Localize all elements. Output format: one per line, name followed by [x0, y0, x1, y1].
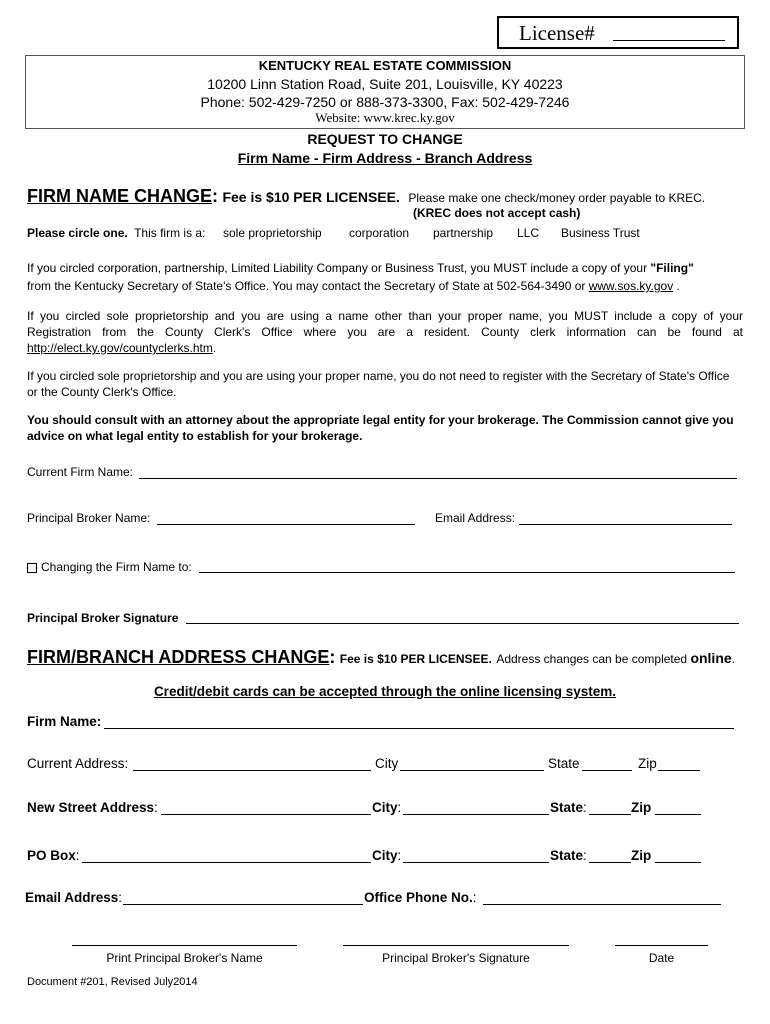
current-address-label: Current Address: [27, 756, 129, 771]
address-change-header: FIRM/BRANCH ADDRESS CHANGE: Fee is $10 PER LICENSEE. Address changes can be completed online. [27, 647, 736, 667]
form-title: REQUEST TO CHANGE [307, 131, 463, 147]
paragraph-registration: If you circled sole proprietorship and you are using a name other than your proper name, you MUST include a copy of your Registration from the County Clerk's Office where you are a resident. County clerk information can be found at http://elect.ky.gov/countyclerks.htm. [27, 309, 743, 355]
current-zip-label: Zip [638, 756, 657, 771]
po-city-label: City [372, 848, 398, 863]
date-line[interactable] [615, 945, 708, 946]
po-state-field[interactable] [589, 862, 631, 863]
po-zip-field[interactable] [655, 862, 701, 863]
county-clerks-link[interactable]: http://elect.ky.gov/countyclerks.htm [27, 341, 213, 355]
print-name-line[interactable] [72, 945, 297, 946]
po-box-label: PO Box [27, 848, 76, 863]
para1-text-b: from the Kentucky Secretary of State's Office. You may contact the Secretary of State at 502-564-3490 or [27, 279, 589, 293]
para1-text-a: If you circled corporation, partnership, Limited Liability Company or Business Trust, you MUST include a copy of your [27, 261, 651, 275]
document-footer: Document #201, Revised July2014 [27, 976, 198, 988]
firm-name-change-header: FIRM NAME CHANGE: Fee is $10 PER LICENSEE. Please make one check/money order payable to KREC. [27, 186, 706, 206]
firm-name-change-heading: FIRM NAME CHANGE [27, 186, 212, 206]
po-box-label-row: PO Box: [27, 848, 80, 863]
current-state-label: State [548, 756, 580, 771]
office-phone-label-row: Office Phone No.: [364, 890, 477, 905]
current-city-field[interactable] [400, 770, 544, 771]
paragraph-attorney: You should consult with an attorney about the appropriate legal entity for your brokerage. The Commission cannot give you advice on what legal entity to establish for your brokerage. [27, 413, 734, 443]
signature-line[interactable] [343, 945, 569, 946]
current-city-label: City [375, 756, 399, 771]
new-state-field[interactable] [589, 814, 631, 815]
filing-word: "Filing" [650, 261, 694, 275]
current-state-field[interactable] [582, 770, 632, 771]
new-state-label: State [550, 800, 584, 815]
email-label: Email Address [25, 890, 119, 905]
license-number-box [497, 16, 739, 49]
option-corporation[interactable]: corporation [349, 226, 410, 240]
circle-intro: This firm is a: [134, 226, 206, 240]
email-address-label: Email Address: [435, 511, 516, 525]
print-name-label: Print Principal Broker's Name [106, 951, 263, 965]
po-state-label: State [550, 848, 584, 863]
para2-text: If you circled sole proprietorship and you are using a name other than your proper name, you MUST include a copy of your Registration from the County Clerk's Office where you are a resident. County clerk information can be found at [27, 309, 743, 339]
firm-name-field[interactable] [104, 728, 734, 729]
email-label-row: Email Address: [25, 890, 123, 905]
date-label: Date [648, 951, 675, 965]
option-business-trust[interactable]: Business Trust [561, 226, 640, 240]
new-street-field[interactable] [161, 814, 371, 815]
firm-name-fee: Fee is $10 PER LICENSEE. [222, 189, 400, 205]
current-firm-name-field[interactable] [139, 478, 737, 479]
current-firm-name-label: Current Firm Name: [27, 465, 134, 479]
new-zip-label: Zip [631, 800, 652, 815]
license-label: License# [519, 21, 595, 45]
new-state-label-row: State: [550, 800, 587, 815]
principal-broker-signature-label: Principal Broker Signature [27, 611, 179, 625]
option-sole-proprietorship[interactable]: sole proprietorship [223, 226, 322, 240]
license-number-line[interactable] [613, 40, 725, 41]
po-zip-label: Zip [631, 848, 652, 863]
entity-type-row [27, 226, 205, 240]
circle-label: Please circle one. [27, 226, 128, 240]
firm-name-label: Firm Name: [27, 714, 102, 729]
principal-broker-signature-field[interactable] [186, 623, 739, 624]
principal-broker-name-field[interactable] [157, 524, 415, 525]
option-partnership[interactable]: partnership [433, 226, 494, 240]
po-state-label-row: State: [550, 848, 587, 863]
email-field[interactable] [123, 904, 363, 905]
po-city-label-row: City: [372, 848, 402, 863]
email-address-field[interactable] [519, 524, 732, 525]
new-zip-field[interactable] [655, 814, 701, 815]
new-city-label-row: City: [372, 800, 402, 815]
credit-card-note: Credit/debit cards can be accepted through the online licensing system. [153, 684, 617, 699]
payable-note: Please make one check/money order payable to KREC. [408, 191, 706, 205]
changing-firm-name-checkbox[interactable] [27, 563, 37, 573]
changing-firm-name-row [27, 560, 192, 574]
principal-broker-name-label: Principal Broker Name: [27, 511, 151, 525]
org-phone: Phone: 502-429-7250 or 888-373-3300, Fax: 502-429-7246 [200, 94, 570, 110]
sos-link[interactable]: www.sos.ky.gov [588, 279, 674, 293]
address-change-heading: FIRM/BRANCH ADDRESS CHANGE [27, 647, 330, 667]
org-website: Website: www.krec.ky.gov [315, 110, 455, 125]
new-firm-name-field[interactable] [199, 572, 735, 573]
office-phone-label: Office Phone No. [364, 890, 473, 905]
new-city-label: City [372, 800, 398, 815]
org-address: 10200 Linn Station Road, Suite 201, Louisville, KY 40223 [207, 76, 563, 92]
online-word: online [690, 650, 732, 666]
po-city-field[interactable] [403, 862, 549, 863]
paragraph-filing: If you circled corporation, partnership, Limited Liability Company or Business Trust, you MUST include a copy of your "Filing" from the Kentucky Secretary of State's Office. You may contact the Secretary of State at 502-564-3490 or www.sos.ky.gov . [27, 261, 694, 293]
signature-label: Principal Broker's Signature [382, 951, 530, 965]
new-street-label: New Street Address [27, 800, 155, 815]
org-name: KENTUCKY REAL ESTATE COMMISSION [258, 58, 512, 73]
current-address-field[interactable] [133, 770, 371, 771]
paragraph-proper-name: If you circled sole proprietorship and you are using your proper name, you do not need to register with the Secretary of State's Office or the County Clerk's Office. [27, 369, 730, 399]
office-phone-field[interactable] [483, 904, 721, 905]
new-street-label-row: New Street Address: [27, 800, 158, 815]
address-change-fee: Fee is $10 PER LICENSEE. [339, 652, 492, 666]
current-zip-field[interactable] [658, 770, 700, 771]
no-cash-note: (KREC does not accept cash) [413, 206, 581, 220]
changing-firm-name-label: Changing the Firm Name to: [41, 560, 192, 574]
option-llc[interactable]: LLC [517, 226, 540, 240]
form-subtitle: Firm Name - Firm Address - Branch Address [237, 150, 533, 166]
po-box-field[interactable] [82, 862, 371, 863]
address-change-note: Address changes can be completed [496, 652, 691, 666]
new-city-field[interactable] [403, 814, 549, 815]
